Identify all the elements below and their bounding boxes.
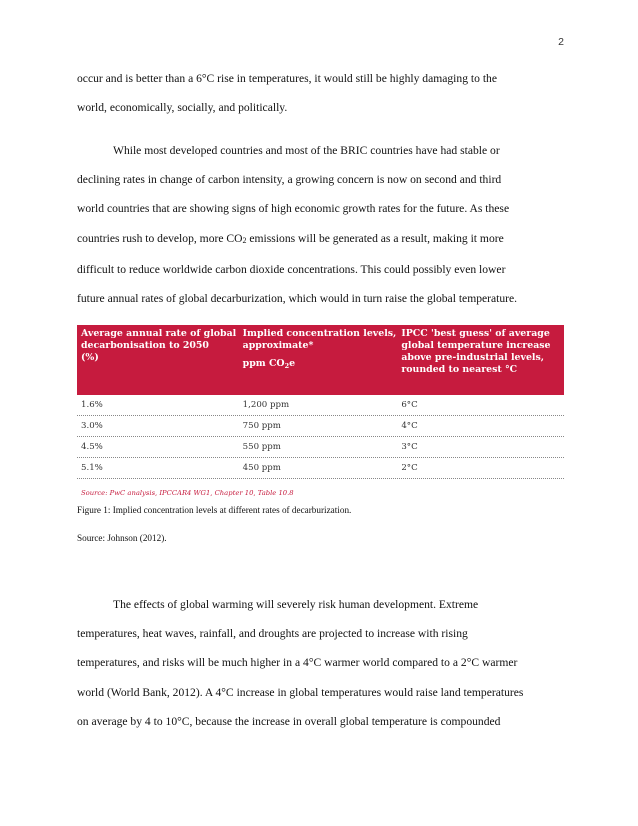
figure-source: Source: Johnson (2012). [77, 533, 167, 543]
header-line: IPCC 'best guess' of average [401, 328, 550, 339]
cell-temperature: 4°C [401, 421, 418, 431]
figure-caption: Figure 1: Implied concentration levels at different rates of decarburization. [77, 505, 352, 515]
cell-concentration: 550 ppm [242, 442, 281, 452]
text-segment: countries rush to develop, more CO [77, 231, 243, 245]
cell-rate: 4.5% [81, 442, 103, 452]
subscript: 2 [242, 235, 247, 245]
text-segment: e [289, 358, 296, 369]
cell-temperature: 3°C [401, 442, 418, 452]
paragraph-2 [77, 136, 567, 313]
table-row [77, 416, 564, 437]
text-line: The effects of global warming will severely risk human development. Extreme [113, 598, 479, 611]
paragraph-1 [77, 64, 567, 122]
header-line: approximate* [242, 340, 314, 351]
table-row [77, 395, 564, 416]
text-line: declining rates in change of carbon intensity, a growing concern is now on second and third [77, 173, 502, 187]
header-unit [243, 358, 402, 372]
text-segment: emissions will be generated as a result, making it more [246, 231, 504, 245]
table-header [77, 325, 564, 395]
header-line: (%) [81, 352, 99, 363]
cell-rate: 5.1% [81, 463, 103, 473]
table-row [77, 437, 564, 458]
text-line: occur and is better than a 6°C rise in temperatures, it would still be highly damaging to the [77, 72, 497, 85]
page-number: 2 [558, 36, 564, 48]
cell-temperature: 6°C [401, 400, 418, 410]
header-line: above pre-industrial levels, [401, 352, 545, 363]
cell-rate: 3.0% [81, 421, 103, 431]
cell-rate: 1.6% [81, 400, 103, 410]
text-line: difficult to reduce worldwide carbon dioxide concentrations. This could possibly even lower [77, 262, 506, 276]
header-line: Average annual rate of global [81, 328, 237, 339]
header-line: rounded to nearest °C [401, 364, 518, 375]
text-line: world, economically, socially, and politically. [77, 101, 288, 115]
cell-temperature: 2°C [401, 463, 418, 473]
table-row [77, 458, 564, 479]
subscript: 2 [284, 362, 290, 370]
header-concentration [243, 328, 402, 395]
text-line: on average by 4 to 10°C, because the increase in overall global temperature is compounded [77, 714, 501, 728]
header-line: Implied concentration levels, [242, 328, 397, 339]
paragraph-3 [77, 590, 567, 736]
header-line: decarbonisation to 2050 [81, 340, 209, 351]
text-line: temperatures, and risks will be much higher in a 4°C warmer world compared to a 2°C warmer [77, 656, 518, 670]
header-line: global temperature increase [401, 340, 551, 351]
text-line: future annual rates of global decarburization, which would in turn raise the global temperature. [77, 292, 518, 306]
text-line: temperatures, heat waves, rainfall, and droughts are projected to increase with rising [77, 627, 468, 641]
cell-concentration: 750 ppm [242, 421, 281, 431]
text-line [77, 224, 567, 255]
decarbonisation-table [77, 325, 564, 497]
cell-concentration: 1,200 ppm [242, 400, 290, 410]
text-line: While most developed countries and most of the BRIC countries have had stable or [113, 144, 500, 157]
table-source: Source: PwC analysis, IPCCAR4 WG1, Chapter 10, Table 10.8 [81, 489, 294, 497]
header-rate [81, 328, 243, 395]
cell-concentration: 450 ppm [242, 463, 281, 473]
header-temperature [401, 328, 560, 395]
text-line: world (World Bank, 2012). A 4°C increase in global temperatures would raise land temperatures [77, 685, 524, 699]
text-line: world countries that are showing signs of high economic growth rates for the future. As these [77, 202, 510, 216]
text-segment: ppm CO [242, 358, 285, 369]
